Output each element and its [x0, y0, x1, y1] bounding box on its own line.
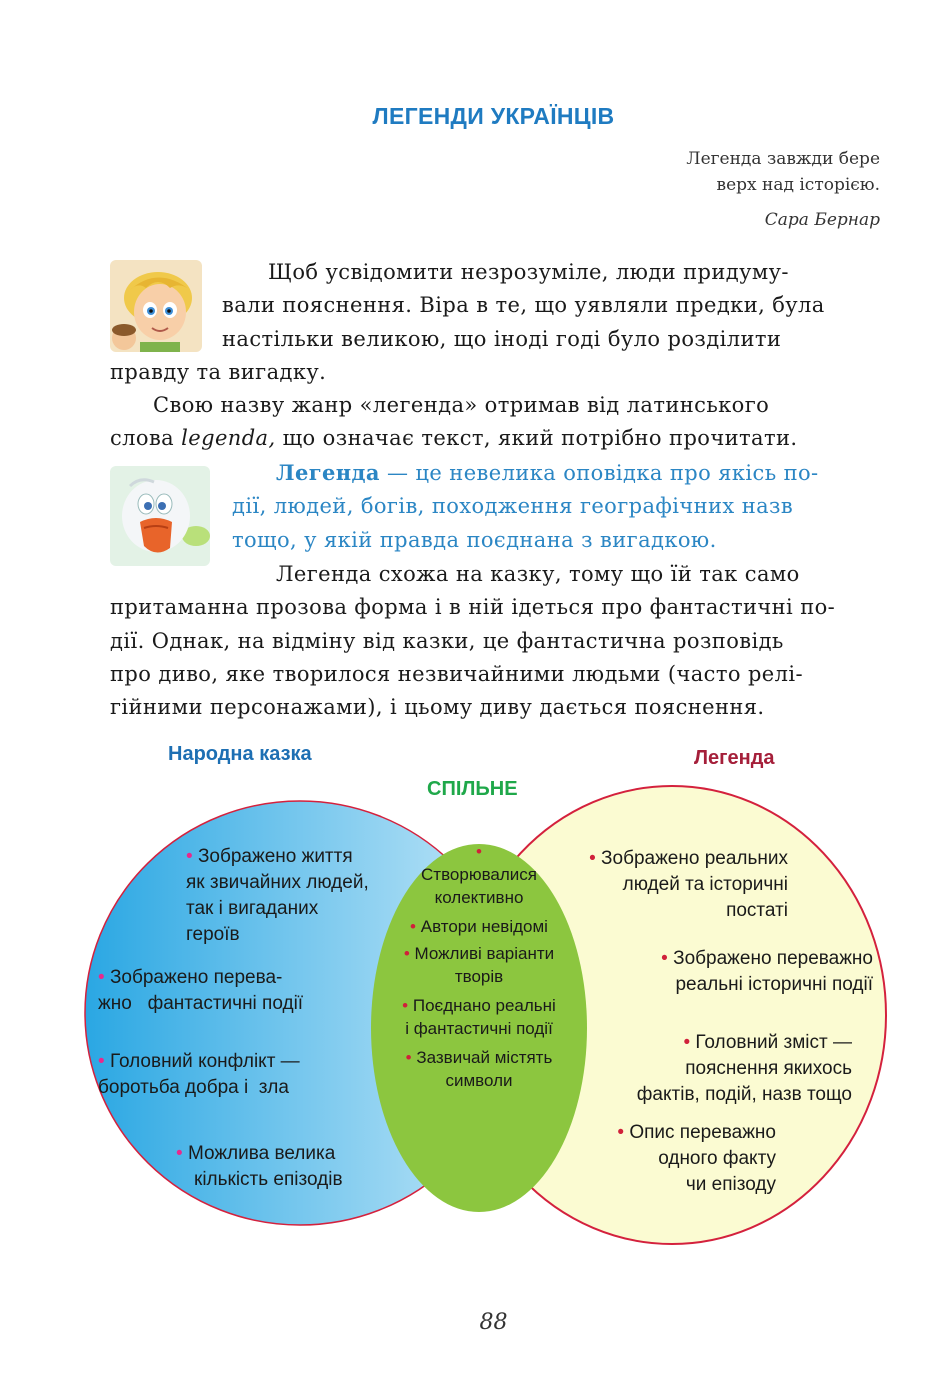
bullet-icon: •	[402, 996, 413, 1015]
bullet-icon: •	[403, 944, 415, 963]
list-line: Створювалися	[421, 865, 537, 884]
text-span: Можливі варіанти	[414, 944, 555, 963]
list-line: жно фантастичні події	[98, 993, 304, 1014]
left-item	[176, 1141, 343, 1193]
right-item	[598, 1030, 852, 1108]
text-line: дії, людей, богів, походження географічних назв	[232, 494, 794, 519]
right-item	[620, 946, 873, 998]
bullet-icon: •	[98, 967, 110, 988]
list-line: так і вигаданих	[186, 898, 319, 919]
text-span: Зображено життя	[197, 846, 353, 867]
bullet-icon: •	[683, 1032, 696, 1053]
list-line	[379, 942, 579, 965]
list-line: як звичайних людей,	[186, 872, 369, 893]
right-item	[556, 846, 788, 924]
bullet-icon: •	[661, 948, 674, 969]
text-line: Свою назву жанр «легенда» отримав від латинського	[153, 393, 770, 417]
list-line: героїв	[186, 924, 240, 945]
text-line: про диво, яке творилося незвичайними людьми (часто релі-	[110, 661, 803, 686]
text-line: Щоб усвідомити незрозуміле, люди придуму-	[268, 260, 789, 284]
epigraph-author: Сара Бернар	[764, 210, 880, 230]
page-title: ЛЕГЕНДИ УКРАЇНЦІВ	[372, 103, 615, 129]
text-span: Зображено реальних	[601, 848, 788, 869]
right-item	[590, 1120, 776, 1198]
list-line	[186, 844, 369, 870]
text-span: Можлива велика	[187, 1143, 336, 1164]
list-line	[98, 965, 303, 991]
list-line: кількість епізодів	[194, 1169, 343, 1190]
left-title: Народна казка	[168, 743, 312, 765]
center-list	[379, 840, 579, 1092]
list-line	[556, 846, 788, 872]
list-line	[379, 994, 579, 1017]
text-line: притаманна прозова форма і в ній ідеться про фантастичні по-	[110, 595, 836, 620]
list-line	[620, 946, 873, 972]
list-line: чи епізоду	[685, 1174, 776, 1195]
text-line: тощо, у якій правда поєднана з вигадкою.	[232, 527, 717, 552]
list-line: реальні історичні події	[675, 974, 873, 995]
list-line: постаті	[726, 900, 788, 921]
list-line: колективно	[434, 888, 524, 907]
text-line: вали пояснення. Віра в те, що уявляли предки, була	[222, 293, 825, 318]
bullet-icon: •	[589, 848, 602, 869]
bullet-icon: •	[186, 846, 198, 867]
bullet-icon: •	[410, 917, 421, 936]
text-span: Головний конфлікт —	[109, 1051, 300, 1072]
text-line: настільки великою, що іноді годі було розділити	[222, 326, 782, 351]
list-line: боротьба добра і зла	[98, 1077, 289, 1098]
text-line: дії. Однак, на відміну від казки, це фантастична розповідь	[110, 628, 784, 653]
list-line	[98, 1049, 300, 1075]
text-span: — це невелика оповідка про якісь по-	[379, 461, 819, 485]
page-number: 88	[479, 1310, 508, 1335]
list-line: символи	[445, 1071, 513, 1090]
text-line: правду та вигадку.	[110, 359, 327, 384]
bullet-icon: •	[98, 1051, 110, 1072]
list-line: творів	[454, 967, 504, 986]
epigraph-line: верх над історією.	[716, 175, 880, 195]
epigraph-line: Легенда завжди бере	[686, 149, 880, 169]
text-span: Поєднано реальні	[412, 996, 556, 1015]
list-line: і фантастичні події	[405, 1019, 553, 1038]
text-span: слова	[110, 426, 182, 451]
left-item	[186, 844, 369, 948]
left-item	[98, 1049, 300, 1101]
list-line: пояснення якихось	[685, 1058, 852, 1079]
text-span: Опис переважно	[629, 1122, 776, 1143]
text-span: Зазвичай містять	[416, 1048, 553, 1067]
list-line	[379, 1046, 579, 1069]
list-line	[598, 1030, 852, 1056]
list-line: людей та історичні	[622, 874, 788, 895]
text-span: Зображено перева-	[109, 967, 283, 988]
bullet-icon: •	[176, 1143, 188, 1164]
text-span: Автори невідомі	[420, 917, 548, 936]
list-line	[176, 1141, 343, 1167]
center-title: СПІЛЬНЕ	[427, 778, 518, 800]
bullet-icon: •	[617, 1122, 630, 1143]
left-item	[98, 965, 303, 1017]
text-line: Легенда схожа на казку, тому що їй так само	[276, 562, 800, 586]
bullet-icon: •	[476, 842, 482, 861]
list-line: одного факту	[658, 1148, 776, 1169]
text-span: Головний зміст —	[695, 1032, 852, 1053]
latin-word: legenda,	[181, 426, 276, 451]
list-line: фактів, подій, назв тощо	[636, 1084, 852, 1105]
list-line	[379, 915, 579, 938]
text-span: що означає текст, який потрібно прочитати.	[275, 426, 798, 451]
definition-term: Легенда	[276, 460, 380, 485]
list-line	[590, 1120, 776, 1146]
right-title: Легенда	[694, 747, 775, 769]
bullet-icon: •	[405, 1048, 417, 1067]
text-line: гійними персонажами), і цьому диву дається пояснення.	[110, 695, 765, 720]
text-span: Зображено переважно	[673, 948, 873, 969]
